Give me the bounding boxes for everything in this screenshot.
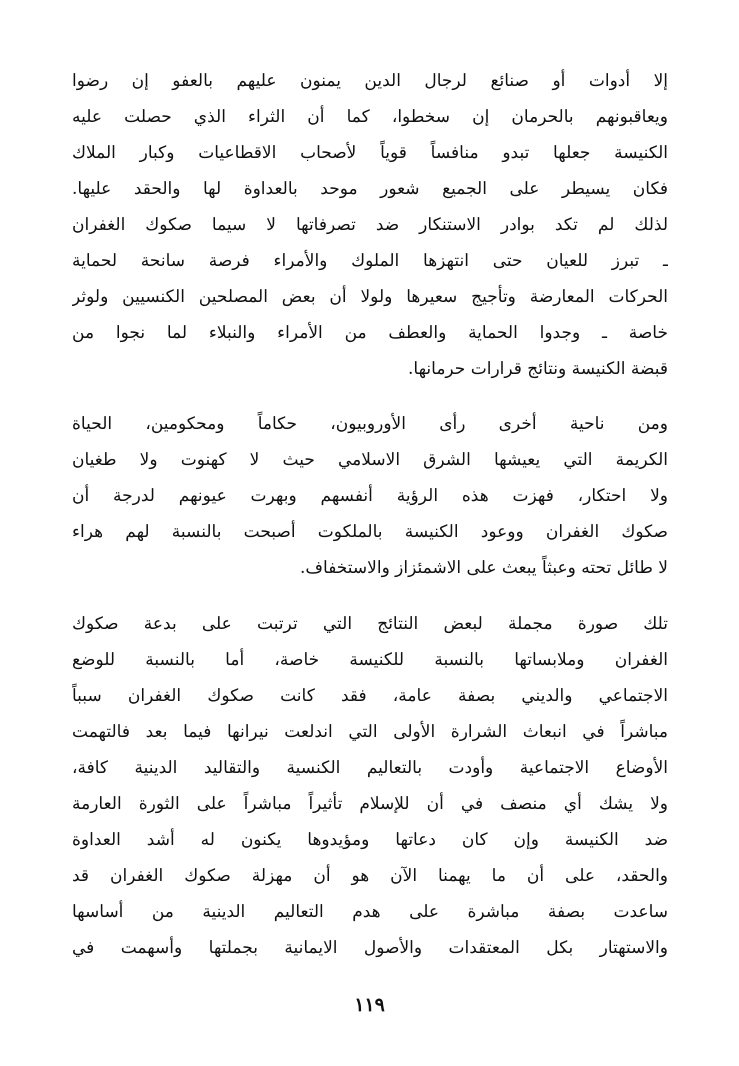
text-line: الغفران وملابساتها بالنسبة للكنيسة خاصة، أما بالنسبة للوضع [72,650,668,670]
text-line: إلا أدوات أو صنائع لرجال الدين يمنون عليهم بالعفو إن رضوا [72,71,668,91]
text-line: لذلك لم تكد بوادر الاستنكار ضد تصرفاتها لا سيما صكوك الغفران [72,215,668,235]
paragraph-3 [72,606,668,966]
text-line: ولا يشك أي منصف في أن للإسلام تأثيراً مباشراً على الثورة العارمة [72,794,668,814]
text-line: الأوضاع الاجتماعية وأودت بالتعاليم الكنسية والتقاليد الدينية كافة، [72,758,668,778]
text-line: مباشراً في انبعاث الشرارة الأولى التي اندلعت نيرانها فيما بعد فالتهمت [72,722,668,742]
text-line: الكريمة التي يعيشها الشرق الاسلامي حيث لا كهنوت ولا طغيان [72,450,668,470]
text-line: فكان يسيطر على الجميع شعور موحد بالعداوة لها والحقد عليها. [72,179,668,199]
text-line: قبضة الكنيسة ونتائج قرارات حرمانها. [407,359,668,379]
text-line: تلك صورة مجملة لبعض النتائج التي ترتبت على بدعة صكوك [72,614,668,634]
paragraph-1 [72,63,668,387]
text-line: الكنيسة جعلها تبدو منافساً قوياً لأصحاب الاقطاعيات وكبار الملاك [72,143,668,163]
text-line: ومن ناحية أخرى رأى الأوروبيون، حكاماً ومحكومين، الحياة [72,414,668,434]
text-line: صكوك الغفران ووعود الكنيسة بالملكوت أصبحت بالنسبة لهم هراء [72,522,668,542]
text-line: والاستهتار بكل المعتقدات والأصول الايمانية بجملتها وأسهمت في [72,938,668,958]
text-line: والحقد، على أن ما يهمنا الآن هو أن مهزلة صكوك الغفران قد [72,866,668,886]
text-line: ساعدت بصفة مباشرة على هدم التعاليم الدينية من أساسها [72,902,668,922]
page-number: ١١٩ [354,994,385,1016]
text-line: لا طائل تحته وعبثاً يبعث على الاشمئزاز والاستخفاف. [300,558,668,578]
text-line: ولا احتكار، فهزت هذه الرؤية أنفسهم وبهرت عيونهم لدرجة أن [72,486,668,506]
text-line: خاصة ـ وجدوا الحماية والعطف من الأمراء والنبلاء لما نجوا من [72,323,668,343]
text-line: الحركات المعارضة وتأجيج سعيرها ولولا أن بعض المصلحين الكنسيين ولوثر [72,287,668,307]
paragraph-2 [72,406,668,586]
text-line: ويعاقبونهم بالحرمان إن سخطوا، كما أن الثراء الذي حصلت عليه [72,107,668,127]
text-line: ـ تبرز للعيان حتى انتهزها الملوك والأمراء فرصة سانحة لحماية [72,251,668,271]
text-line: ضد الكنيسة وإن كان دعاتها ومؤيدوها يكنون له أشد العداوة [72,830,668,850]
text-line: الاجتماعي والديني بصفة عامة، فقد كانت صكوك الغفران سبباً [72,686,668,706]
